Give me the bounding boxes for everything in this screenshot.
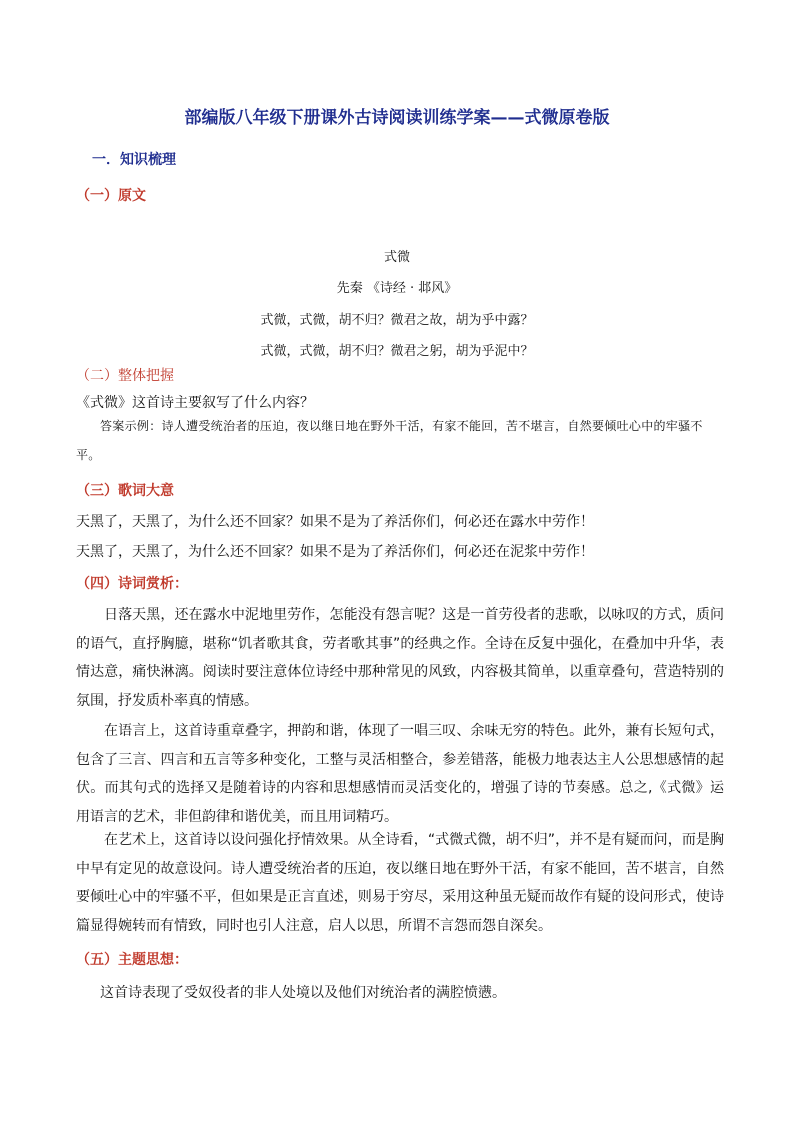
poem-line-1: 式微，式微，胡不归？微君之故，胡为乎中露？ [260,313,534,328]
heading-lyrics-meaning: （三）歌词大意 [76,483,174,499]
poem-title: 式微 [383,250,410,265]
poem-author: 先秦 《诗经 · 邶风》 [336,281,458,296]
poem-line-2: 式微，式微，胡不归？微君之躬，胡为乎泥中？ [260,344,534,359]
overall-answer: 答案示例：诗人遭受统治者的压迫，夜以继日地在野外干活，有家不能回，苦不堪言，自然要倾吐心中的牢骚不平。 [76,419,703,462]
heading-poem-appreciation: （四）诗词赏析： [76,576,188,592]
theme-text: 这首诗表现了受奴役者的非人处境以及他们对统治者的满腔愤懑。 [100,985,506,1001]
section-knowledge-review: 一．知识梳理 [92,152,176,168]
appreciation-paragraph-2: 在语言上，这首诗重章叠字，押韵和谐，体现了一唱三叹、余味无穷的特色。此外，兼有长短句式，包含了三言、四言和五言等多种变化，工整与灵活相整合，参差错落，能极力地表达主人公思想感情的起伏。而其句式的选择又是随着诗的内容和思想感情而灵活变化的，增强了诗的节奏感。总之,《式微》运用语言的艺术，非但韵律和谐优美，而且用词精巧。 [76,723,724,825]
heading-original-text: （一）原文 [76,188,146,204]
overall-question: 《式微》这首诗主要叙写了什么内容？ [76,395,314,411]
heading-theme: （五）主题思想： [76,952,188,968]
document-title: 部编版八年级下册课外古诗阅读训练学案——式微原卷版 [184,108,610,128]
meaning-line-1: 天黑了，天黑了，为什么还不回家？如果不是为了养活你们，何必还在露水中劳作！ [76,514,594,530]
appreciation-paragraph-1: 日落天黑，还在露水中泥地里劳作，怎能没有怨言呢？这是一首劳役者的悲歌，以咏叹的方式，质问的语气，直抒胸臆，堪称“饥者歌其食，劳者歌其事”的经典之作。全诗在反复中强化，在叠加中升华，表情达意，痛快淋漓。阅读时要注意体位诗经中那种常见的风致，内容极其简单，以重章叠句，营造特别的氛围，抒发质朴率真的情感。 [76,607,724,709]
appreciation-paragraph-3: 在艺术上，这首诗以设问强化抒情效果。从全诗看，“式微式微，胡不归”，并不是有疑而问，而是胸中早有定见的故意设问。诗人遭受统治者的压迫，夜以继日地在野外干活，有家不能回，苦不堪言，自然要倾吐心中的牢骚不平，但如果是正言直述，则易于穷尽，采用这种虽无疑而故作有疑的设问形式，使诗篇显得婉转而有情致，同时也引人注意，启人以思，所谓不言怨而怨自深矣。 [76,832,724,934]
meaning-line-2: 天黑了，天黑了，为什么还不回家？如果不是为了养活你们，何必还在泥浆中劳作！ [76,544,594,560]
heading-overall-grasp: （二）整体把握 [76,368,174,384]
